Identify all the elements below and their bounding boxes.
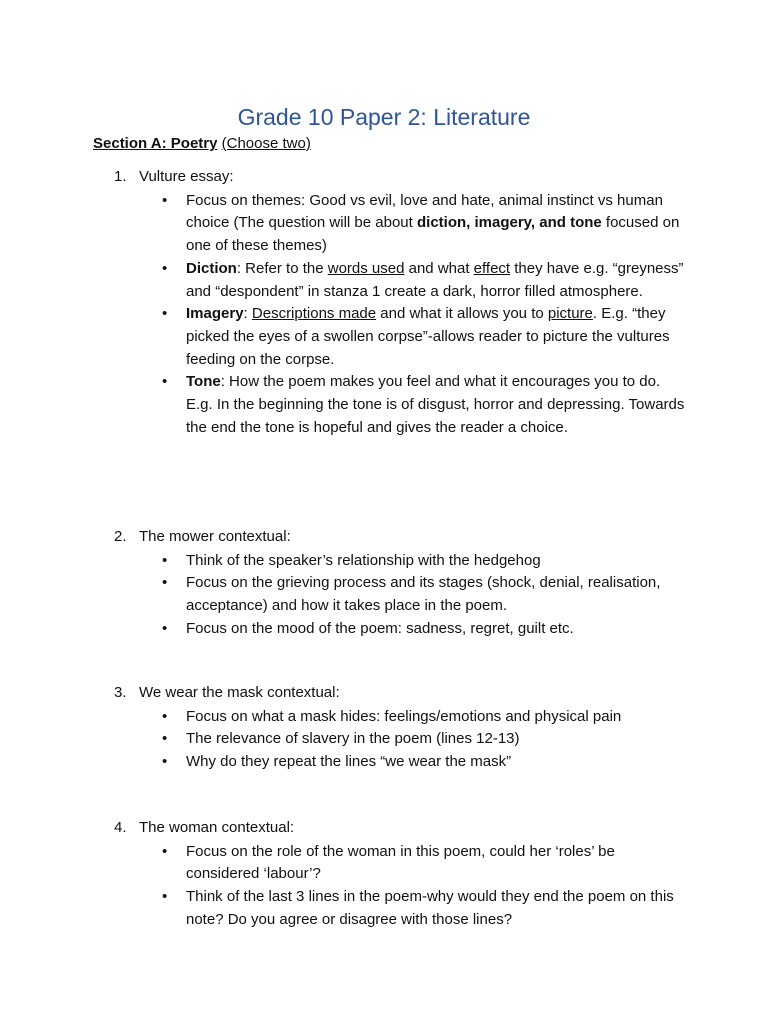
bullet-item-themes: • Focus on themes: Good vs evil, love and hate, animal instinct vs human choice (The question will be about diction, imagery, and tone focused on one of these themes) (114, 190, 686, 258)
item-number: 1. (114, 168, 127, 185)
bullet-item: • Think of the last 3 lines in the poem-why would they end the poem on this note? Do you agree or disagree with those lines? (114, 886, 686, 931)
section-heading-bold: Section A: Poetry (93, 135, 218, 152)
item-heading (114, 526, 694, 549)
item-heading (114, 682, 694, 705)
bullet-item-tone: • Tone: How the poem makes you feel and what it encourages you to do. E.g. In the beginning the tone is of disgust, horror and depressing. Towards the end the tone is hopeful and gives the reader a choice. (114, 371, 686, 439)
page-title: Grade 10 Paper 2: Literature (237, 104, 531, 130)
section-heading (93, 134, 311, 154)
item-heading (114, 166, 694, 189)
list-item-vulture-essay (114, 166, 694, 439)
bullet-item: • Focus on what a mask hides: feelings/emotions and physical pain (114, 706, 686, 729)
item-title: We wear the mask contextual: (139, 684, 340, 701)
list-item-mower (114, 526, 694, 641)
bullet-item-imagery: • Imagery: Descriptions made and what it allows you to picture. E.g. “they picked the eyes of a swollen corpse”-allows reader to picture the vultures feeding on the corpse. (114, 303, 686, 371)
item-number: 2. (114, 528, 127, 545)
item-number: 3. (114, 684, 127, 701)
list-item-mask (114, 682, 694, 774)
section-heading-note: (Choose two) (221, 135, 311, 152)
list-item-woman (114, 817, 694, 932)
item-number: 4. (114, 819, 127, 836)
item-heading (114, 817, 694, 840)
bullet-list (114, 841, 694, 932)
bullet-item: • Focus on the mood of the poem: sadness, regret, guilt etc. (114, 618, 686, 641)
bullet-item-diction: • Diction: Refer to the words used and what effect they have e.g. “greyness” and “despondent” in stanza 1 create a dark, horror filled atmosphere. (114, 258, 686, 303)
item-title: Vulture essay: (139, 168, 234, 185)
item-title: The woman contextual: (139, 819, 295, 836)
bullet-list (114, 706, 694, 774)
bullet-item: • Why do they repeat the lines “we wear the mask” (114, 751, 686, 774)
bullet-item: • The relevance of slavery in the poem (lines 12-13) (114, 728, 686, 751)
bullet-item: • Think of the speaker’s relationship with the hedgehog (114, 550, 686, 573)
item-title: The mower contextual: (139, 528, 291, 545)
bullet-item: • Focus on the grieving process and its stages (shock, denial, realisation, acceptance) and how it takes place in the poem. (114, 572, 686, 617)
bullet-list (114, 550, 694, 641)
bullet-item: • Focus on the role of the woman in this poem, could her ‘roles’ be considered ‘labour’? (114, 841, 686, 886)
bullet-list (114, 190, 694, 440)
